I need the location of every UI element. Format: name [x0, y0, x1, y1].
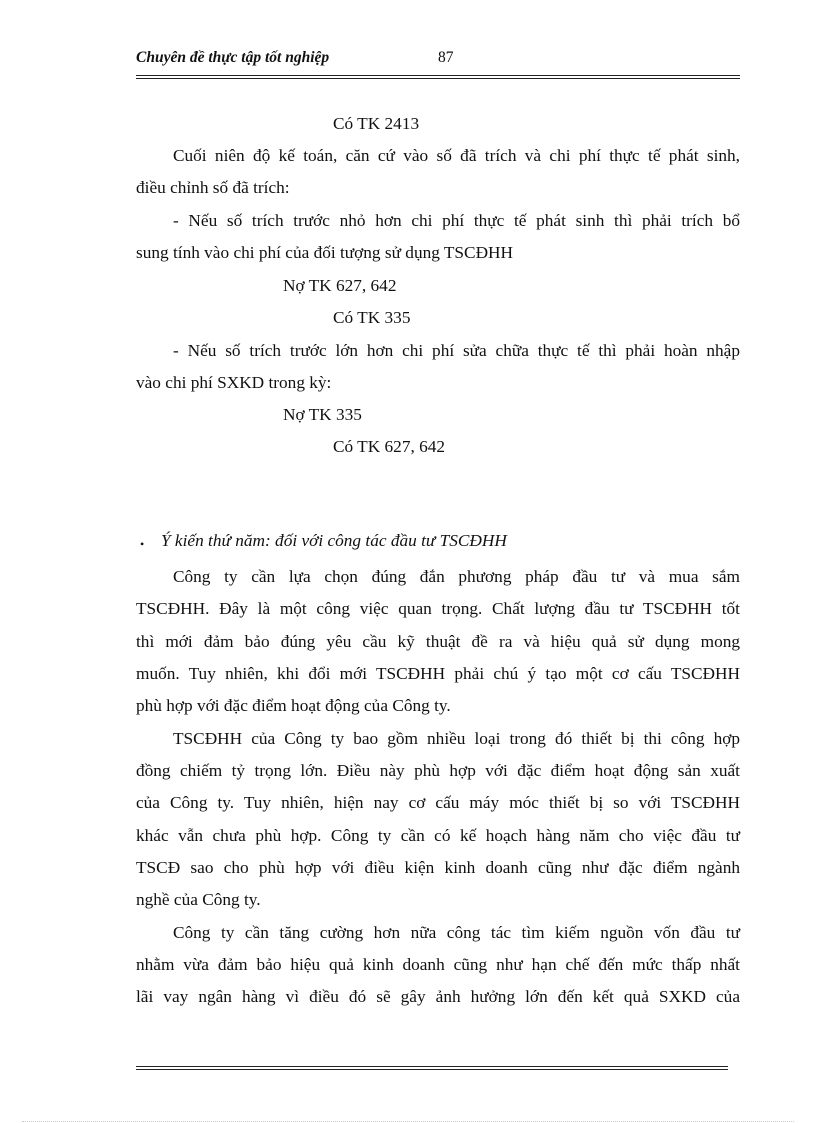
text-line: Cuối niên độ kế toán, căn cứ vào số đã trích và chi phí thực tế phát sinh,	[173, 146, 740, 165]
header-rule-bottom	[136, 78, 740, 79]
text-line: điều chỉnh số đã trích:	[136, 178, 290, 197]
text-line: nhằm vừa đảm bảo hiệu quả kinh doanh cũng như hạn chế đến mức thấp nhất	[136, 955, 740, 974]
text-line: của Công ty. Tuy nhiên, hiện nay cơ cấu máy móc thiết bị so với TSCĐHH	[136, 793, 740, 812]
page-number: 87	[438, 49, 454, 66]
entry-co-627: Có TK 627, 642	[333, 437, 446, 456]
footer-rule-bottom	[136, 1069, 728, 1070]
header-rule-top	[136, 75, 740, 76]
text-line: phù hợp với đặc điểm hoạt động của Công ty.	[136, 696, 451, 715]
text-line: nghề của Công ty.	[136, 890, 261, 909]
text-line: TSCĐHH của Công ty bao gồm nhiều loại trong đó thiết bị thi công hợp	[173, 729, 740, 748]
text-line: khác vẫn chưa phù hợp. Công ty cần có kế hoạch hàng năm cho việc đầu tư	[136, 826, 740, 845]
page-edge-divider	[22, 1121, 794, 1122]
text-line: lãi vay ngân hàng vì điều đó sẽ gây ảnh hưởng lớn đến kết quả SXKD của	[136, 987, 740, 1006]
entry-co-2413: Có TK 2413	[333, 114, 420, 133]
text-line: sung tính vào chi phí của đối tượng sử dụng TSCĐHH	[136, 243, 514, 262]
text-line: - Nếu số trích trước nhỏ hơn chi phí thực tế phát sinh thì phải trích bổ	[173, 211, 740, 230]
text-line: muốn. Tuy nhiên, khi đổi mới TSCĐHH phải chú ý tạo một cơ cấu TSCĐHH	[136, 664, 740, 683]
entry-no-627: Nợ TK 627, 642	[283, 276, 397, 295]
text-line: Công ty cần tăng cường hơn nữa công tác tìm kiếm nguồn vốn đầu tư	[173, 923, 740, 942]
text-line: Công ty cần lựa chọn đúng đắn phương pháp đầu tư và mua sắm	[173, 567, 740, 586]
text-line: TSCĐHH. Đây là một công việc quan trọng. Chất lượng đầu tư TSCĐHH tốt	[136, 599, 740, 618]
text-line: đồng chiếm tỷ trọng lớn. Điều này phù hợp với đặc điểm hoạt động sản xuất	[136, 761, 740, 780]
footer-rule-top	[136, 1066, 728, 1067]
document-title: Chuyên đề thực tập tốt nghiệp	[136, 49, 330, 66]
text-line: - Nếu số trích trước lớn hơn chi phí sửa chữa thực tế thì phải hoàn nhập	[173, 341, 740, 360]
page-header	[136, 48, 740, 70]
bullet-icon: •	[140, 537, 145, 551]
text-line: TSCĐ sao cho phù hợp với điều kiện kinh doanh cũng như đặc điểm ngành	[136, 858, 740, 877]
text-line: vào chi phí SXKD trong kỳ:	[136, 373, 332, 392]
section-heading: Ý kiến thứ năm: đối với công tác đầu tư TSCĐHH	[161, 531, 507, 550]
entry-no-335: Nợ TK 335	[283, 405, 362, 424]
entry-co-335: Có TK 335	[333, 308, 411, 327]
text-line: thì mới đảm bảo đúng yêu cầu kỹ thuật đề ra và hiệu quả sử dụng mong	[136, 632, 740, 651]
